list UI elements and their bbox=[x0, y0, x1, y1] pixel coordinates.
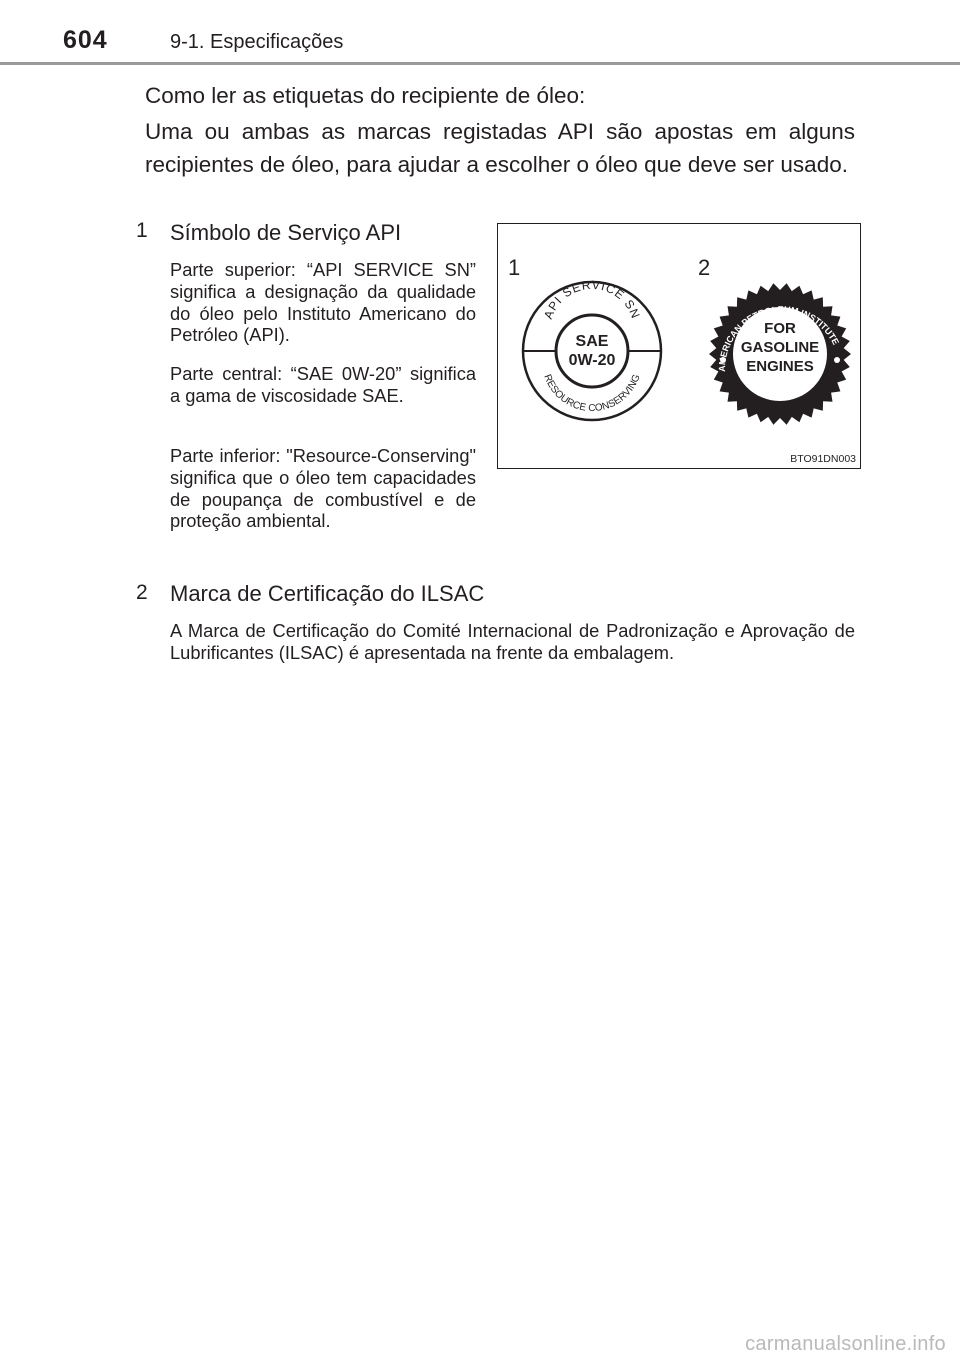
intro-paragraph: Uma ou ambas as marcas registadas API são apostas em alguns recipientes de óleo, para ajudar a escolher o óleo que deve ser usado. bbox=[145, 119, 855, 177]
ilsac-center-gasoline: GASOLINE bbox=[740, 339, 820, 356]
ilsac-center-engines: ENGINES bbox=[746, 358, 814, 375]
page-number: 604 bbox=[63, 26, 108, 54]
api-bottom-text: RESOURCE CONSERVING bbox=[541, 372, 643, 414]
watermark: carmanualsonline.info bbox=[745, 1333, 946, 1355]
api-center-grade: 0W-20 bbox=[568, 352, 616, 369]
oil-symbols-drawing bbox=[498, 224, 860, 468]
header-rule bbox=[0, 62, 960, 65]
ilsac-top-text: AMERICAN PETROLEUM INSTITUTE bbox=[716, 304, 841, 372]
ilsac-center-for: FOR bbox=[764, 320, 796, 337]
item-1-marker: 1 bbox=[136, 219, 148, 242]
intro-heading: Como ler as etiquetas do recipiente de óleo: bbox=[145, 83, 586, 108]
ilsac-certification-mark bbox=[709, 283, 851, 443]
figure-code: BTO91DN003 bbox=[790, 453, 856, 465]
section-title: 9-1. Especificações bbox=[170, 31, 344, 53]
svg-text:CERTIFIED bbox=[743, 416, 817, 443]
api-top-text: API SERVICE SN bbox=[541, 277, 643, 321]
item-2-marker: 2 bbox=[136, 581, 148, 604]
item-1-paragraph-2: Parte central: “SAE 0W-20” significa a gama de viscosidade SAE. bbox=[170, 363, 476, 406]
item-2-paragraph-1: A Marca de Certificação do Comité Internacional de Padronização e Aprovação de Lubrificantes (ILSAC) é apresentada na frente da embalagem. bbox=[170, 620, 855, 663]
svg-text:RESOURCE CONSERVING bbox=[541, 373, 642, 414]
page-header bbox=[0, 0, 960, 66]
item-1-title: Símbolo de Serviço API bbox=[170, 220, 402, 245]
ilsac-bottom-text: CERTIFIED bbox=[742, 416, 818, 444]
api-service-symbol bbox=[523, 278, 661, 420]
api-center-sae: SAE bbox=[575, 333, 609, 350]
item-1-paragraph-3: Parte inferior: "Resource-Conserving" significa que o óleo tem capacidades de poupança de combustível e de proteção ambiental. bbox=[170, 445, 476, 532]
item-2-title: Marca de Certificação do ILSAC bbox=[170, 581, 485, 606]
figure-label-1: 1 bbox=[508, 255, 521, 280]
figure-label-2: 2 bbox=[698, 255, 711, 280]
item-1-paragraph-1: Parte superior: “API SERVICE SN” significa a designação da qualidade do óleo pelo Instituto Americano do Petróleo (API). bbox=[170, 259, 476, 346]
oil-labels-figure bbox=[497, 223, 861, 469]
